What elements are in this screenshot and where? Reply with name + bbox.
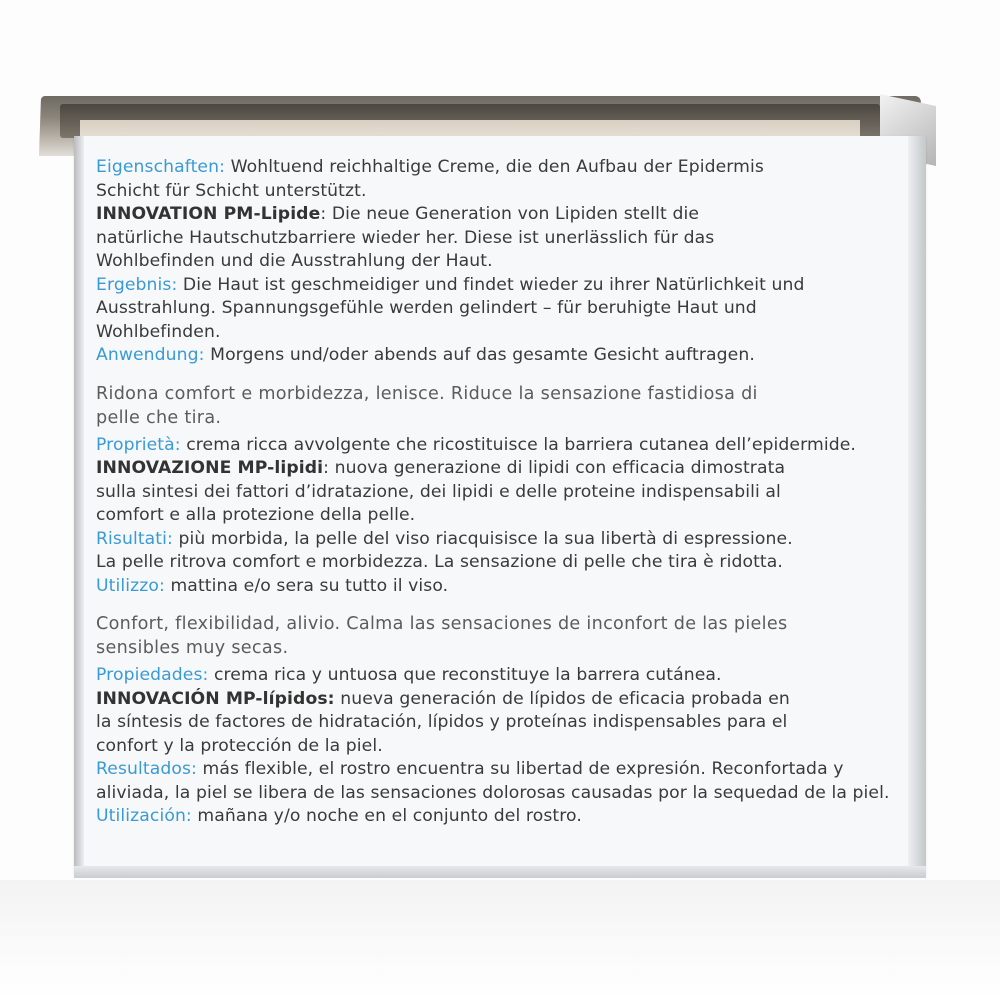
innovation-line-2: natürliche Hautschutzbarriere wieder her. Diese ist unerlässlich für das <box>96 227 715 248</box>
innovacion-line-1 <box>96 688 876 712</box>
italian-lead-line-2: pelle che tira. <box>96 407 222 428</box>
ergebnis-label: Ergebnis: <box>96 274 178 295</box>
eigenschaften-text: Wohltuend reichhaltige Creme, die den Aufbau der Epidermis <box>225 157 764 177</box>
italian-section <box>96 382 876 599</box>
propiedades-text: crema rica y untuosa que reconstituye la barrera cutánea. <box>208 665 722 685</box>
spanish-lead-line-1: Confort, flexibilidad, alivio. Calma las sensaciones de inconfort de las pieles <box>96 614 788 634</box>
resultados-text: más flexible, el rostro encuentra su libertad de expresión. Reconfortada y <box>196 759 844 779</box>
eigenschaften-line-1 <box>96 156 876 180</box>
innovation-line-1 <box>96 203 876 227</box>
resultados-label: Resultados: <box>96 759 197 779</box>
utilizzo-label: Utilizzo: <box>96 575 165 596</box>
innovation-label: INNOVATION PM-Lipide <box>96 204 321 224</box>
resultados-line-1 <box>96 758 876 782</box>
anwendung-text: Morgens und/oder abends auf das gesamte Gesicht auftragen. <box>204 345 755 365</box>
risultati-text: più morbida, la pelle del viso riacquisisce la sua libertà di espressione. <box>172 528 793 549</box>
innovacion-line-2: la síntesis de factores de hidratación, lípidos y proteínas indispensables para el <box>96 712 788 732</box>
utilizacion-line <box>96 805 876 829</box>
innovation-line-3: Wohlbefinden und die Ausstrahlung der Haut. <box>96 251 493 271</box>
innovazione-line-2: sulla sintesi dei fattori d’idratazione, dei lipidi e delle proteine indispensabili al <box>96 481 781 502</box>
risultati-line-1 <box>96 528 876 552</box>
ergebnis-line-2: Ausstrahlung. Spannungsgefühle werden gelindert – für beruhigte Haut und <box>96 298 757 318</box>
utilizzo-text: mattina e/o sera su tutto il viso. <box>164 575 449 596</box>
anwendung-label: Anwendung: <box>96 345 205 365</box>
utilizacion-text: mañana y/o noche en el conjunto del rostro. <box>191 806 582 826</box>
innovazione-line-1 <box>96 457 876 481</box>
italian-lead-line-1: Ridona comfort e morbidezza, lenisce. Riduce la sensazione fastidiosa di <box>96 383 758 404</box>
propiedades-line <box>96 664 876 688</box>
spanish-lead-line-2: sensibles muy secas. <box>96 638 289 658</box>
innovazione-text: : nuova generazione di lipidi con efficacia dimostrata <box>323 458 786 478</box>
panel-bottom-edge <box>74 866 926 878</box>
eigenschaften-label: Eigenschaften: <box>96 157 225 177</box>
innovacion-label: INNOVACIÓN MP-lípidos: <box>96 688 335 709</box>
panel-right-edge <box>908 136 926 874</box>
innovacion-text: nueva generación de lípidos de eficacia probada en <box>334 688 790 709</box>
propiedades-label: Propiedades: <box>96 665 209 685</box>
innovazione-label: INNOVAZIONE MP-lipidi <box>96 458 324 478</box>
ergebnis-text: Die Haut ist geschmeidiger und findet wieder zu ihrer Natürlichkeit und <box>177 274 805 295</box>
german-section <box>96 156 876 368</box>
utilizzo-line <box>96 575 876 599</box>
proprieta-line <box>96 434 876 458</box>
anwendung-line <box>96 344 876 368</box>
innovazione-line-3: comfort e alla protezione della pelle. <box>96 505 416 525</box>
eigenschaften-line-2: Schicht für Schicht unterstützt. <box>96 180 367 201</box>
utilizacion-label: Utilización: <box>96 806 192 826</box>
background-surface <box>0 880 1000 1000</box>
ergebnis-line-1 <box>96 274 876 298</box>
ergebnis-line-3: Wohlbefinden. <box>96 321 221 342</box>
product-description-text <box>96 156 890 829</box>
section-gap <box>96 368 876 382</box>
resultados-line-2: aliviada, la piel se libera de las sensaciones dolorosas causadas por la sequedad de la piel. <box>96 782 890 803</box>
innovacion-line-3: confort y la protección de la piel. <box>96 735 383 756</box>
innovation-text: : Die neue Generation von Lipiden stellt die <box>320 204 700 224</box>
risultati-label: Risultati: <box>96 528 173 549</box>
section-gap <box>96 598 876 612</box>
risultati-line-2: La pelle ritrova comfort e morbidezza. La sensazione di pelle che tira è ridotta. <box>96 552 783 572</box>
panel-left-edge <box>74 136 84 874</box>
spanish-section <box>96 612 890 829</box>
proprieta-text: crema ricca avvolgente che ricostituisce la barriera cutanea dell’epidermide. <box>180 434 856 455</box>
proprieta-label: Proprietà: <box>96 434 181 455</box>
